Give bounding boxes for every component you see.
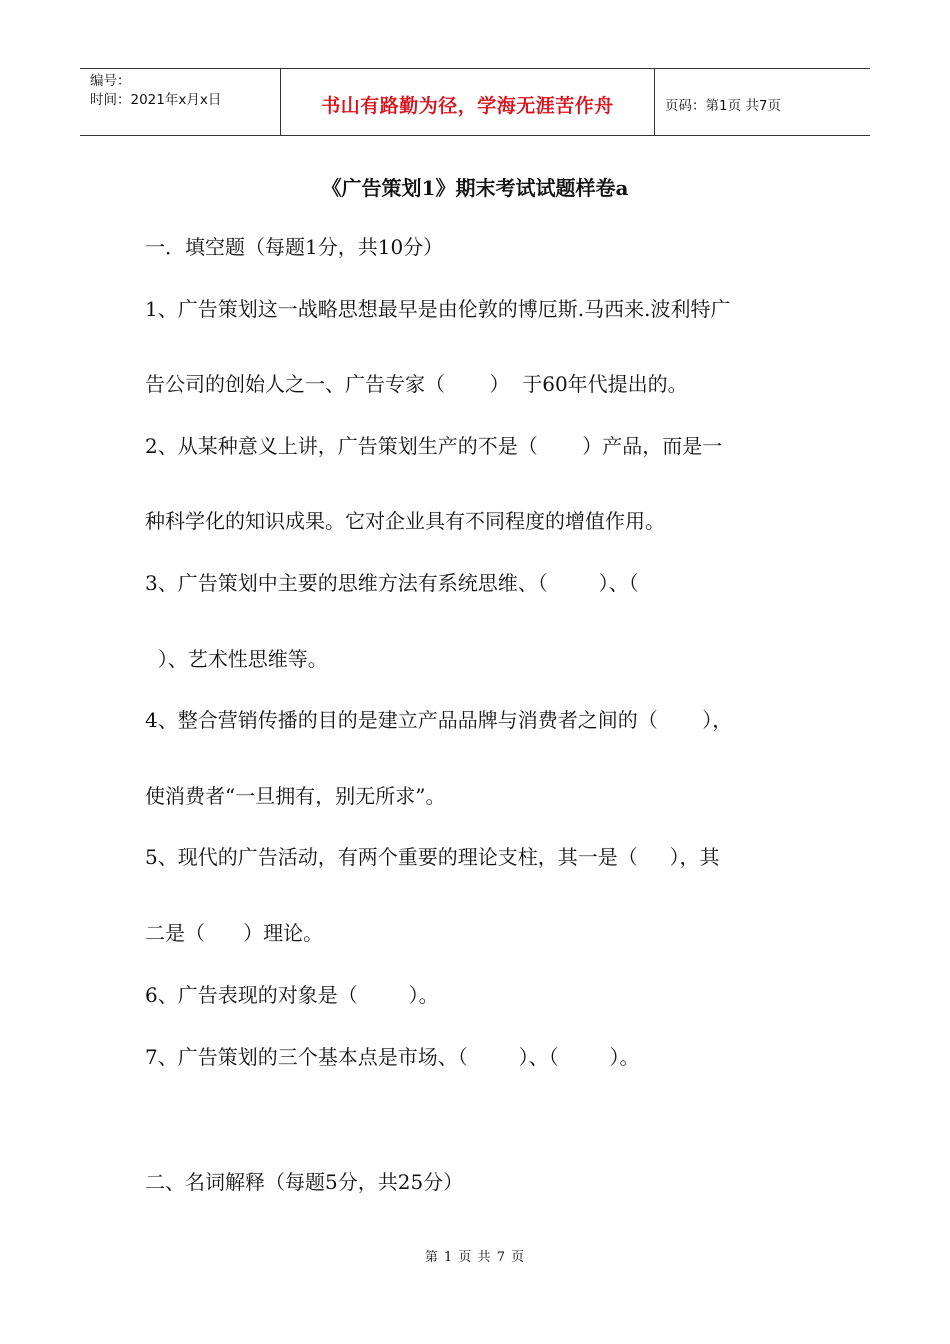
header-meta [80,69,281,135]
question-2-line-2: 种科学化的知识成果。它对企业具有不同程度的增值作用。 [145,509,665,533]
code-label: 编号： [90,73,131,89]
question-1-line-2: 告公司的创始人之一、广告专家（ ） 于60年代提出的。 [145,372,688,396]
date-label: 时间：2021年x月x日 [90,92,222,108]
page-footer: 第 1 页 共 7 页 [424,1250,526,1265]
question-3-line-2: ）、艺术性思维等。 [145,647,328,671]
question-2-line-1: 2、从某种意义上讲，广告策划生产的不是（ ）产品，而是一 [145,434,723,458]
question-7: 7、广告策划的三个基本点是市场、（ ）、（ ）。 [145,1045,640,1069]
question-4-line-2: 使消费者“一旦拥有，别无所求”。 [145,784,446,808]
section-heading-fill-in: 一．填空题（每题1分，共10分） [145,235,444,259]
question-4-line-1: 4、整合营销传播的目的是建立产品品牌与消费者之间的（ ）， [145,708,733,732]
document-title: 《广告策划1》期末考试试题样卷a [321,176,629,200]
section-heading-terms: 二、名词解释（每题5分，共25分） [145,1170,464,1194]
motto: 书山有路勤为径，学海无涯苦作舟 [281,69,655,135]
header-table [80,68,870,136]
question-5-line-2: 二是（ ）理论。 [145,921,324,945]
page-info: 页码：第1页 共7页 [665,98,781,114]
question-6: 6、广告表现的对象是（ ）。 [145,983,439,1007]
question-5-line-1: 5、现代的广告活动，有两个重要的理论支柱，其一是（ ），其 [145,845,720,869]
question-3-line-1: 3、广告策划中主要的思维方法有系统思维、（ ）、（ [145,571,639,595]
question-1-line-1: 1、广告策划这一战略思想最早是由伦敦的博厄斯.马西来.波利特广 [145,297,731,321]
